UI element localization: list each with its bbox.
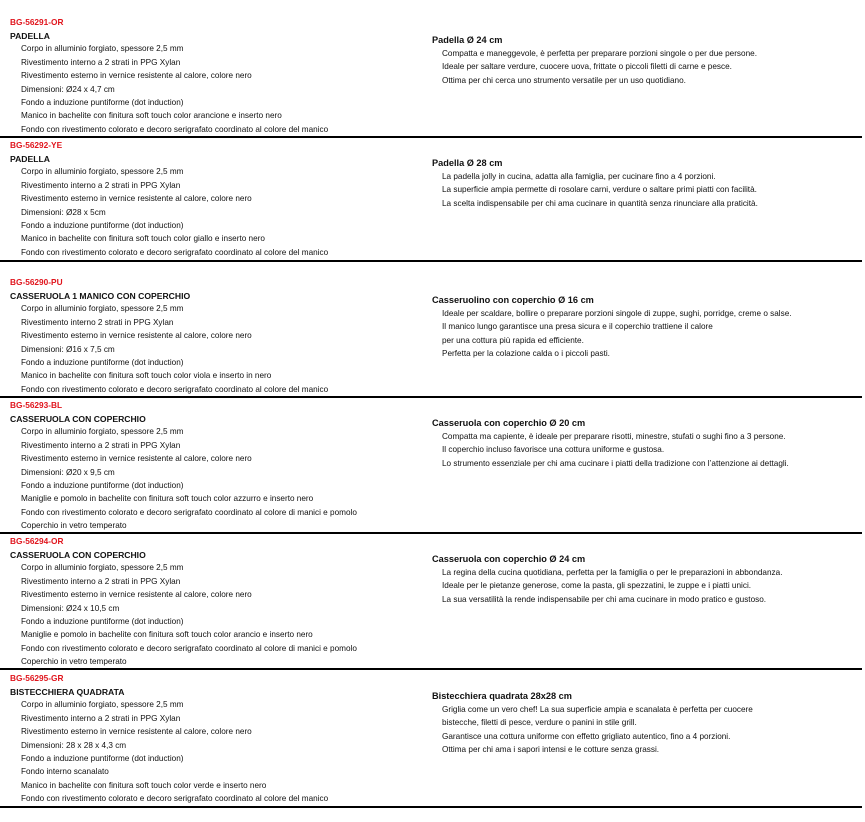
product-code: BG-56294-OR <box>10 536 64 546</box>
spec-line: Fondo a induzione puntiforme (dot induction) <box>21 357 184 367</box>
spec-list <box>10 31 420 138</box>
description-line: Ottima per chi cerca uno strumento versatile per un uso quotidiano. <box>442 75 686 85</box>
description-line: Il manico lungo garantisce una presa sicura e il coperchio trattiene il calore <box>442 322 713 332</box>
description-block <box>432 418 862 472</box>
section-divider <box>0 806 862 808</box>
description-line: La sua versatilità la rende indispensabile per chi ama cucinare in modo pratico e gustoso. <box>442 594 767 604</box>
description-line: La scelta indispensabile per chi ama cucinare in quantità senza rinunciare alla praticità. <box>442 198 758 208</box>
spec-line: Coperchio in vetro temperato <box>21 521 127 531</box>
description-title: Bistecchiera quadrata 28x28 cm <box>432 691 572 701</box>
description-block <box>432 691 862 759</box>
description-line: bistecche, filetti di pesce, verdure o panini in stile grill. <box>442 718 637 728</box>
spec-line: Corpo in alluminio forgiato, spessore 2,5 mm <box>21 44 184 54</box>
spec-line: Dimensioni: Ø20 x 9,5 cm <box>21 467 115 477</box>
spec-line: Corpo in alluminio forgiato, spessore 2,5 mm <box>21 700 184 710</box>
spec-list <box>10 550 420 671</box>
spec-list <box>10 414 420 535</box>
spec-line: Maniglie e pomolo in bachelite con finitura soft touch color azzurro e inserto nero <box>21 494 314 504</box>
spec-line: Manico in bachelite con finitura soft touch color verde e inserto nero <box>21 780 267 790</box>
spec-line: Rivestimento esterno in vernice resistente al calore, colore nero <box>21 194 252 204</box>
product-code: BG-56293-BL <box>10 400 63 410</box>
description-line: Lo strumento essenziale per chi ama cucinare i piatti della tradizione con l’attenzione ai dettagli. <box>442 458 789 468</box>
description-line: Ideale per saltare verdure, cuocere uova, frittate o piccoli filetti di carne e pesce. <box>442 62 732 72</box>
spec-line: Corpo in alluminio forgiato, spessore 2,5 mm <box>21 167 184 177</box>
spec-line: Rivestimento esterno in vernice resistente al calore, colore nero <box>21 727 252 737</box>
description-line: La superficie ampia permette di rosolare carni, verdure o saltare primi piatti con facilità. <box>442 185 757 195</box>
description-line: Garantisce una cottura uniforme con effetto grigliato autentico, fino a 4 porzioni. <box>442 731 731 741</box>
spec-line: Rivestimento interno a 2 strati in PPG Xylan <box>21 713 181 723</box>
description-block <box>432 295 862 363</box>
section-divider <box>0 396 862 398</box>
description-line: Il coperchio incluso favorisce una cottura uniforme e gustosa. <box>442 445 665 455</box>
spec-line: Corpo in alluminio forgiato, spessore 2,5 mm <box>21 563 184 573</box>
spec-line: Rivestimento esterno in vernice resistente al calore, colore nero <box>21 331 252 341</box>
description-line: Ottima per chi ama i sapori intensi e le cotture senza grassi. <box>442 745 660 755</box>
spec-line: Rivestimento interno a 2 strati in PPG Xylan <box>21 576 181 586</box>
spec-list <box>10 154 420 261</box>
description-line: La regina della cucina quotidiana, perfetta per la famiglia o per le preparazioni in abbondanza. <box>442 567 783 577</box>
product-title: CASSERUOLA 1 MANICO CON COPERCHIO <box>10 291 191 301</box>
spec-line: Corpo in alluminio forgiato, spessore 2,5 mm <box>21 304 184 314</box>
section-divider <box>0 668 862 670</box>
spec-list <box>10 687 420 808</box>
description-line: Compatta ma capiente, è ideale per preparare risotti, minestre, stufati o sughi fino a 3 persone. <box>442 431 786 441</box>
product-title: BISTECCHIERA QUADRATA <box>10 687 125 697</box>
description-line: Perfetta per la colazione calda o i piccoli pasti. <box>442 349 610 359</box>
section-divider <box>0 260 862 262</box>
description-line: Compatta e maneggevole, è perfetta per preparare porzioni singole o per due persone. <box>442 48 757 58</box>
spec-list <box>10 291 420 398</box>
spec-line: Manico in bachelite con finitura soft touch color viola e inserto in nero <box>21 371 272 381</box>
spec-line: Fondo a induzione puntiforme (dot induction) <box>21 616 184 626</box>
spec-line: Fondo a induzione puntiforme (dot induction) <box>21 480 184 490</box>
spec-line: Fondo a induzione puntiforme (dot induction) <box>21 753 184 763</box>
description-title: Casseruolino con coperchio Ø 16 cm <box>432 295 594 305</box>
spec-line: Fondo a induzione puntiforme (dot induction) <box>21 97 184 107</box>
spec-line: Coperchio in vetro temperato <box>21 657 127 667</box>
description-line: Ideale per scaldare, bollire o preparare porzioni singole di zuppe, sughi, porridge, creme o salse. <box>442 308 792 318</box>
spec-line: Rivestimento esterno in vernice resistente al calore, colore nero <box>21 454 252 464</box>
spec-line: Manico in bachelite con finitura soft touch color arancione e inserto nero <box>21 111 282 121</box>
product-title: PADELLA <box>10 31 50 41</box>
description-title: Casseruola con coperchio Ø 20 cm <box>432 418 586 428</box>
description-block <box>432 158 862 212</box>
description-title: Padella Ø 28 cm <box>432 158 503 168</box>
product-code: BG-56291-OR <box>10 17 64 27</box>
spec-line: Rivestimento esterno in vernice resistente al calore, colore nero <box>21 71 252 81</box>
spec-line: Fondo con rivestimento colorato e decoro serigrafato coordinato al colore di manici e pomolo <box>21 643 357 653</box>
spec-line: Rivestimento esterno in vernice resistente al calore, colore nero <box>21 590 252 600</box>
product-title: PADELLA <box>10 154 50 164</box>
description-line: Ideale per le pietanze generose, come la pasta, gli spezzatini, le zuppe e i piatti unici. <box>442 581 752 591</box>
spec-line: Fondo con rivestimento colorato e decoro serigrafato coordinato al colore del manico <box>21 384 329 394</box>
spec-line: Fondo interno scanalato <box>21 767 109 777</box>
section-divider <box>0 532 862 534</box>
section-divider <box>0 136 862 138</box>
spec-line: Dimensioni: Ø16 x 7,5 cm <box>21 344 115 354</box>
product-title: CASSERUOLA CON COPERCHIO <box>10 414 146 424</box>
spec-line: Fondo con rivestimento colorato e decoro serigrafato coordinato al colore del manico <box>21 794 329 804</box>
spec-line: Dimensioni: Ø24 x 4,7 cm <box>21 84 115 94</box>
product-code: BG-56290-PU <box>10 277 63 287</box>
spec-line: Rivestimento interno a 2 strati in PPG Xylan <box>21 180 181 190</box>
product-code: BG-56292-YE <box>10 140 63 150</box>
product-title: CASSERUOLA CON COPERCHIO <box>10 550 146 560</box>
spec-line: Fondo con rivestimento colorato e decoro serigrafato coordinato al colore del manico <box>21 124 329 134</box>
spec-line: Dimensioni: 28 x 28 x 4,3 cm <box>21 740 127 750</box>
spec-line: Fondo a induzione puntiforme (dot induction) <box>21 220 184 230</box>
spec-line: Dimensioni: Ø28 x 5cm <box>21 207 106 217</box>
description-block <box>432 554 862 608</box>
description-line: La padella jolly in cucina, adatta alla famiglia, per cucinare fino a 4 porzioni. <box>442 171 716 181</box>
description-line: per una cottura più rapida ed efficiente. <box>442 335 584 345</box>
product-code: BG-56295-GR <box>10 673 64 683</box>
description-title: Casseruola con coperchio Ø 24 cm <box>432 554 586 564</box>
description-block <box>432 35 862 89</box>
spec-line: Fondo con rivestimento colorato e decoro serigrafato coordinato al colore del manico <box>21 247 329 257</box>
spec-line: Rivestimento interno a 2 strati in PPG Xylan <box>21 57 181 67</box>
spec-line: Manico in bachelite con finitura soft touch color giallo e inserto nero <box>21 234 265 244</box>
spec-line: Rivestimento interno 2 strati in PPG Xylan <box>21 317 174 327</box>
spec-line: Corpo in alluminio forgiato, spessore 2,5 mm <box>21 427 184 437</box>
description-title: Padella Ø 24 cm <box>432 35 503 45</box>
description-line: Griglia come un vero chef! La sua superficie ampia e scanalata è perfetta per cuocere <box>442 704 753 714</box>
spec-line: Rivestimento interno a 2 strati in PPG Xylan <box>21 440 181 450</box>
spec-line: Fondo con rivestimento colorato e decoro serigrafato coordinato al colore di manici e pomolo <box>21 507 357 517</box>
spec-line: Maniglie e pomolo in bachelite con finitura soft touch color arancio e inserto nero <box>21 630 313 640</box>
spec-line: Dimensioni: Ø24 x 10,5 cm <box>21 603 120 613</box>
